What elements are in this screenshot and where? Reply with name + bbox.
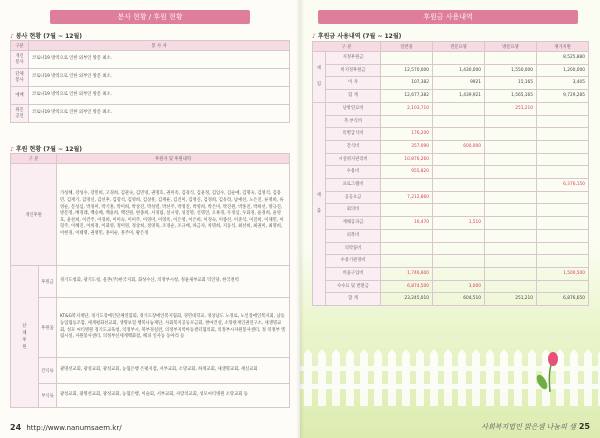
row-value — [433, 179, 485, 192]
expense-group-label: 세 출 — [313, 102, 326, 305]
row-value — [433, 204, 485, 217]
row-value: 3,405 — [537, 77, 589, 90]
row-value: 107,382 — [381, 77, 433, 90]
row-label: 합 계 — [326, 293, 381, 306]
fence-picket — [486, 349, 494, 406]
row-value: 6,874,500 — [381, 280, 433, 293]
row-label: 재해공과금 — [326, 217, 381, 230]
fence-picket — [444, 349, 452, 406]
row-value: 8,525,880 — [537, 52, 589, 65]
volunteer-table — [10, 40, 290, 123]
row-value: 10,876,260 — [381, 153, 433, 166]
expense-row — [313, 153, 589, 166]
row-value: 176,200 — [381, 128, 433, 141]
website-link[interactable]: http://www.nanumsaem.kr/ — [26, 424, 122, 432]
row-label: 비품구입비 — [326, 267, 381, 280]
usage-table — [312, 41, 589, 306]
expense-row — [313, 242, 589, 255]
vol-row — [11, 87, 290, 105]
don-col-head: 후원자 및 후원내역 — [57, 154, 290, 164]
row-label: 의약품비 — [326, 242, 381, 255]
row-value: 23,245,010 — [381, 293, 433, 306]
row-value: 1,439,921 — [433, 90, 485, 103]
expense-row — [313, 115, 589, 128]
bullet-note-icon: ♪ — [312, 33, 316, 40]
row-value: 600,000 — [433, 140, 485, 153]
row-value — [485, 204, 537, 217]
donation-table — [10, 153, 290, 408]
row-value — [485, 140, 537, 153]
row-value — [433, 128, 485, 141]
row-label: 피복비 — [326, 229, 381, 242]
group-donors: 광성교회, 광명선교회, 광성교회, 농협은행, 이슬회, 서부교회, 사랑의교회, 성모씨티병원 소망교회 등 — [57, 384, 290, 408]
row-value: 1,510 — [433, 217, 485, 230]
row-value: 251,210 — [485, 293, 537, 306]
fence-picket — [472, 349, 480, 406]
row-label: 특별급식비 — [326, 128, 381, 141]
left-page-header: 봉사 현황 / 후원 현황 — [50, 10, 250, 24]
row-label: 추.부식비 — [326, 115, 381, 128]
right-page-number: 25 — [578, 422, 590, 431]
fence-picket — [416, 349, 424, 406]
row-value — [381, 255, 433, 268]
row-value: 9,729,285 — [537, 90, 589, 103]
row-value: 12,677,382 — [381, 90, 433, 103]
vol-row-text: 코로나19 방역으로 인한 외부인 방문 최소. — [29, 69, 290, 87]
row-value — [537, 102, 589, 115]
row-value: 1,430,000 — [433, 64, 485, 77]
expense-row — [313, 191, 589, 204]
row-value — [485, 255, 537, 268]
row-value — [537, 280, 589, 293]
expense-row — [313, 140, 589, 153]
vol-row-text: 코로나19 방역으로 인한 외부인 방문 최소. — [29, 87, 290, 105]
vol-row-text: 코로나19 방역으로 인한 외부인 방문 최소. — [29, 51, 290, 69]
vol-row-label: 단체 봉사 — [11, 69, 29, 87]
row-value — [537, 229, 589, 242]
group-label: 후원금 — [39, 266, 57, 298]
row-value — [485, 115, 537, 128]
row-value: 357,090 — [381, 140, 433, 153]
expense-row — [313, 280, 589, 293]
row-value — [537, 242, 589, 255]
group-label: 후원품 — [39, 298, 57, 358]
income-row — [313, 77, 589, 90]
expense-row — [313, 166, 589, 179]
donation-section-title: ♪ 후원 현황 (7월 ~ 12월) — [10, 146, 83, 153]
row-value — [537, 255, 589, 268]
row-value — [485, 166, 537, 179]
corporate-donation-label: 단체후원 — [11, 266, 39, 408]
expense-row — [313, 229, 589, 242]
bullet-note-icon: ♪ — [10, 33, 14, 40]
individual-donation-label: 개인후원 — [11, 164, 57, 266]
vol-row-label: 위문 공연 — [11, 105, 29, 123]
row-value: 12,570,000 — [381, 64, 433, 77]
row-value — [485, 267, 537, 280]
row-value: 251,210 — [485, 102, 537, 115]
row-value — [433, 255, 485, 268]
left-footer — [10, 423, 122, 432]
row-value: 6,876,650 — [537, 293, 589, 306]
fence-illustration — [300, 344, 600, 406]
income-row — [313, 64, 589, 77]
row-value: 1,550,000 — [485, 64, 537, 77]
fence-picket — [374, 349, 382, 406]
fence-picket — [402, 349, 410, 406]
row-value: 955,820 — [381, 166, 433, 179]
row-value — [537, 115, 589, 128]
row-value — [537, 128, 589, 141]
row-value: 9921 — [433, 77, 485, 90]
row-value — [537, 153, 589, 166]
row-value — [433, 242, 485, 255]
row-value — [537, 217, 589, 230]
row-value — [485, 229, 537, 242]
row-value — [485, 128, 537, 141]
row-label: 합 계 — [326, 90, 381, 103]
volunteer-section-title: ♪ 봉사 현황 (7월 ~ 12월) — [10, 33, 83, 40]
row-label: 공공요금 — [326, 191, 381, 204]
fence-picket — [500, 349, 508, 406]
left-page-number: 24 — [10, 423, 22, 432]
group-donors: KT&G복지재단, 경기도장애인단체연합회, 경기도장애인복지협회, 경민대학교, 경상남도 노경로, 노인장애인복지회, 남동농업협동조합, 세계평화선교회, 생명보험 행복나눔재단, 사회복지공동모금회, 쌍마건설, 소망관계인권연구소, 새생명교회, 성모 씨티병원 경기도교육청, 의정부시, 북부경실련, 의정부지역아동센터협의회, 의정부시자원봉사센터, 정 의정부 엘림시설, 자원봉사센터, 의정부신세계백화점, 해피 인사동 동아리 등 — [57, 298, 290, 358]
expense-row — [313, 217, 589, 230]
group-donors: 광명선교회, 광성교회, 광성교회, 농협은행 은평지점, 서부교회, 소망교회, 하계교회, 새생명교회, 세신교회 — [57, 358, 290, 384]
fence-picket — [332, 349, 340, 406]
vol-row-text: 코로나19 방역으로 인한 외부인 방문 최소. — [29, 105, 290, 123]
group-label: 간식류 — [39, 358, 57, 384]
row-label: 수용비 — [326, 166, 381, 179]
row-value: 16,470 — [381, 217, 433, 230]
row-label: 비지정후원금 — [326, 64, 381, 77]
row-value — [381, 242, 433, 255]
vol-col-head: 구분 — [11, 41, 29, 51]
row-value — [433, 267, 485, 280]
individual-donors: 가성혜, 강성수, 강민희, 고경희, 김관숙, 김민영, 권명호, 권미옥, 김경식, 김윤정, 김임수, 김순애, 김명숙, 김영석, 김용민, 김재기, 김영신, 김선후, 김형석, 김영희, 김상흥, 김재운, 김진미, 김영신, 김정희, 김유라, 남예선, 노은진, 류영희, 류영순, 문성심, 박경미, 박기홍, 박미희, 박상진, 박성렬, 박선주, 박정진, 박영희, 박은미, 박진원, 박홍진, 박희선, 방규진, 방문영, 배경례, 백승혜, 백윤희, 백진원, 변종희, 서경림, 설시영, 성진명, 신명연, 오륙경, 우정심, 우화경, 윤경희, 윤영호, 윤찬희, 이건주, 이경희, 이미숙, 이미주, 이영미, 이영옥, 이은영, 이은희, 이정숙, 이종선, 이준석, 이진희, 이채민, 이형주, 이혜진, 이희경, 이화영, 정미영, 정상희, 정영목, 조경순, 조규배, 차금자, 차명희, 지동석, 최선희, 최권미, 최명희, 이현경, 이태명, 권영민, 홍미순, 홍주미, 황은정 — [57, 164, 290, 266]
row-label: 난방연료비 — [326, 102, 381, 115]
row-value — [485, 153, 537, 166]
row-value — [433, 153, 485, 166]
right-footer — [481, 422, 590, 432]
vol-row-label: 예배 — [11, 87, 29, 105]
usage-col-head: 구 분 — [313, 42, 381, 52]
income-row — [313, 90, 589, 103]
row-value — [433, 115, 485, 128]
row-label: 이 자 — [326, 77, 381, 90]
row-value — [381, 115, 433, 128]
row-value: 1,746,600 — [381, 267, 433, 280]
row-value — [485, 217, 537, 230]
expense-row — [313, 128, 589, 141]
row-value — [381, 52, 433, 65]
row-label: 간식비 — [326, 140, 381, 153]
fence-picket — [360, 349, 368, 406]
expense-row — [313, 267, 589, 280]
usage-col-head: 재가지원 — [537, 42, 589, 52]
row-label: 수용기관경비 — [326, 255, 381, 268]
row-value: 7,212,860 — [381, 191, 433, 204]
row-value — [485, 52, 537, 65]
vol-row-label: 개인 봉사 — [11, 51, 29, 69]
fence-picket — [570, 349, 578, 406]
row-value: 1,565,165 — [485, 90, 537, 103]
vol-row — [11, 51, 290, 69]
group-donors: 경기도청회, 광기도청, 울촌(주)한국지회, 화성수산, 의정부시청, 정윤새부교회 덕인당, 한국전력 — [57, 266, 290, 298]
fence-picket — [304, 349, 312, 406]
expense-row — [313, 293, 589, 306]
row-value — [433, 166, 485, 179]
expense-row — [313, 255, 589, 268]
row-value: 1,200,000 — [537, 64, 589, 77]
usage-col-head: 전문요양 — [433, 42, 485, 52]
row-label: 회의비 — [326, 204, 381, 217]
row-label: 시설위지관리비 — [326, 153, 381, 166]
row-value: 604,510 — [433, 293, 485, 306]
row-value: 2,103,710 — [381, 102, 433, 115]
don-col-head: 구 분 — [11, 154, 57, 164]
row-label: 수수료 및 반환금 — [326, 280, 381, 293]
fence-picket — [528, 349, 536, 406]
row-value — [485, 280, 537, 293]
expense-row — [313, 204, 589, 217]
row-value — [485, 242, 537, 255]
vol-row — [11, 69, 290, 87]
row-value — [381, 204, 433, 217]
book-gutter — [296, 0, 304, 438]
row-value — [537, 140, 589, 153]
fence-picket — [514, 349, 522, 406]
row-value — [381, 179, 433, 192]
right-page — [300, 0, 600, 438]
row-value — [381, 229, 433, 242]
expense-row — [313, 102, 589, 115]
row-label: 지정후원금 — [326, 52, 381, 65]
slogan: 사회복지법인 맑은샘 나눔의 샘 — [481, 423, 576, 431]
right-page-header: 후원금 사용내역 — [318, 10, 578, 24]
fence-picket — [346, 349, 354, 406]
row-value: 6,376,150 — [537, 179, 589, 192]
vol-col-head: 봉 사 자 — [29, 41, 290, 51]
fence-picket — [318, 349, 326, 406]
row-value — [485, 191, 537, 204]
row-value — [433, 229, 485, 242]
row-value — [537, 191, 589, 204]
usage-col-head: 방문요양 — [485, 42, 537, 52]
usage-col-head: 일반용 — [381, 42, 433, 52]
row-value: 1,500,500 — [537, 267, 589, 280]
income-group-label: 세 입 — [313, 52, 326, 103]
vol-row — [11, 105, 290, 123]
row-value — [433, 191, 485, 204]
group-label: 부식류 — [39, 384, 57, 408]
row-label: 프로그램비 — [326, 179, 381, 192]
row-value — [537, 166, 589, 179]
fence-picket — [458, 349, 466, 406]
row-value — [537, 204, 589, 217]
row-value: 15,165 — [485, 77, 537, 90]
row-value — [433, 102, 485, 115]
bullet-note-icon: ♪ — [10, 146, 14, 153]
fence-picket — [584, 349, 592, 406]
fence-picket — [430, 349, 438, 406]
usage-section-title: ♪ 후원금 사용내역 (7월 ~ 12월) — [312, 33, 402, 40]
expense-row — [313, 179, 589, 192]
income-row — [313, 52, 589, 65]
row-value — [433, 52, 485, 65]
fence-picket — [388, 349, 396, 406]
row-value — [485, 179, 537, 192]
row-value: 3,000 — [433, 280, 485, 293]
